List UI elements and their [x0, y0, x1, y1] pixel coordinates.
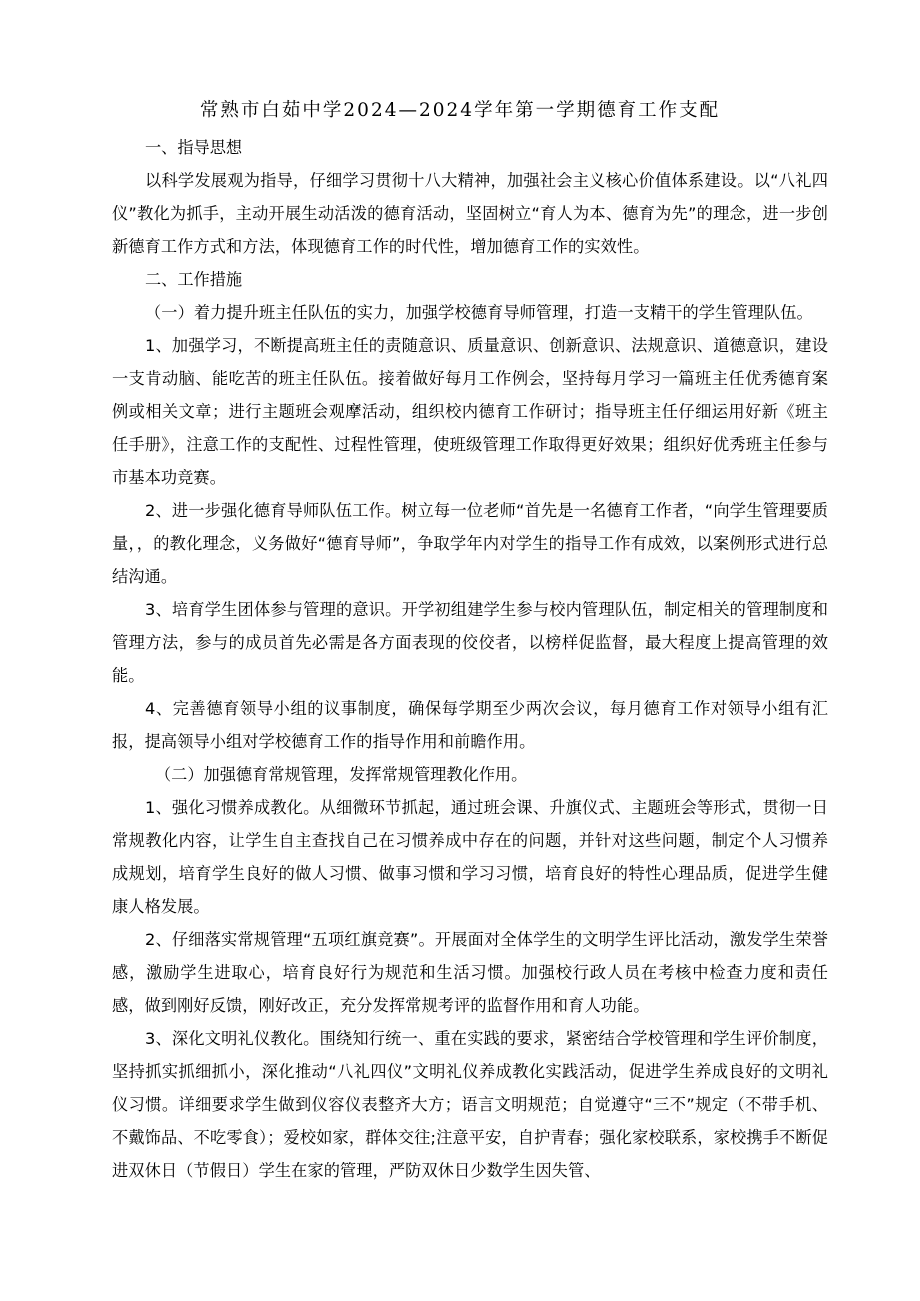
paragraph: 4、完善德育领导小组的议事制度，确保每学期至少两次会议，每月德育工作对领导小组有汇报，提高领导小组对学校德育工作的指导作用和前瞻作用。 [112, 699, 828, 751]
paragraph: 3、深化文明礼仪教化。围绕知行统一、重在实践的要求，紧密结合学校管理和学生评价制度，坚持抓实抓细抓小，深化推动“八礼四仪”文明礼仪养成教化实践活动，促进学生养成良好的文明礼仪习惯。详细要求学生做到仪容仪表整齐大方；语言文明规范；自觉遵守“三不”规定（不带手机、不戴饰品、不吃零食）；爱校如家，群体交往;注意平安，自护青春；强化家校联系，家校携手不断促进双休日（节假日）学生在家的管理，严防双休日少数学生因失管、 [112, 1029, 828, 1180]
paragraph: 2、进一步强化德育导师队伍工作。树立每一位老师“首先是一名德育工作者，“向学生管理要质量，，的教化理念，义务做好“德育导师”，争取学年内对学生的指导工作有成效，以案例形式进行总结沟通。 [112, 501, 828, 586]
paragraph: 1、加强学习，不断提高班主任的责随意识、质量意识、创新意识、法规意识、道德意识，建设一支肯动脑、能吃苦的班主任队伍。接着做好每月工作例会，坚持每月学习一篇班主任优秀德育案例或相关文章；进行主题班会观摩活动，组织校内德育工作研讨；指导班主任仔细运用好新《班主任手册》，注意工作的支配性、过程性管理，使班级管理工作取得更好效果；组织好优秀班主任参与市基本功竞赛。 [112, 336, 828, 487]
sub-section-heading: （二）加强德育常规管理，发挥常规管理教化作用。 [155, 765, 528, 784]
paragraph: 2、仔细落实常规管理“五项红旗竞赛”。开展面对全体学生的文明学生评比活动，激发学生荣誉感，激励学生进取心，培育良好行为规范和生活习惯。加强校行政人员在考核中检查力度和责任感，做到刚好反馈，刚好改正，充分发挥常规考评的监督作用和育人功能。 [112, 930, 828, 1015]
sub-section-heading: （一）着力提升班主任队伍的实力，加强学校德育导师管理，打造一支精干的学生管理队伍。 [145, 303, 813, 322]
section-heading-guiding-ideology: 一、指导思想 [145, 138, 243, 157]
document-body [112, 131, 828, 1187]
document-title: 常熟市白茹中学2024—2024学年第一学期德育工作支配 [199, 100, 721, 121]
section-heading-work-measures: 二、工作措施 [145, 270, 243, 289]
paragraph: 1、强化习惯养成教化。从细微环节抓起，通过班会课、升旗仪式、主题班会等形式，贯彻一日常规教化内容，让学生自主查找自己在习惯养成中存在的问题，并针对这些问题，制定个人习惯养成规划，培育学生良好的做人习惯、做事习惯和学习习惯，培育良好的特性心理品质，促进学生健康人格发展。 [112, 798, 828, 916]
paragraph: 以科学发展观为指导，仔细学习贯彻十八大精神，加强社会主义核心价值体系建设。以“八礼四仪”教化为抓手，主动开展生动活泼的德育活动，坚固树立“育人为本、德育为先”的理念，进一步创新德育工作方式和方法，体现德育工作的时代性，增加德育工作的实效性。 [112, 171, 828, 256]
paragraph: 3、培育学生团体参与管理的意识。开学初组建学生参与校内管理队伍，制定相关的管理制度和管理方法，参与的成员首先必需是各方面表现的佼佼者，以榜样促监督，最大程度上提高管理的效能。 [112, 600, 828, 685]
